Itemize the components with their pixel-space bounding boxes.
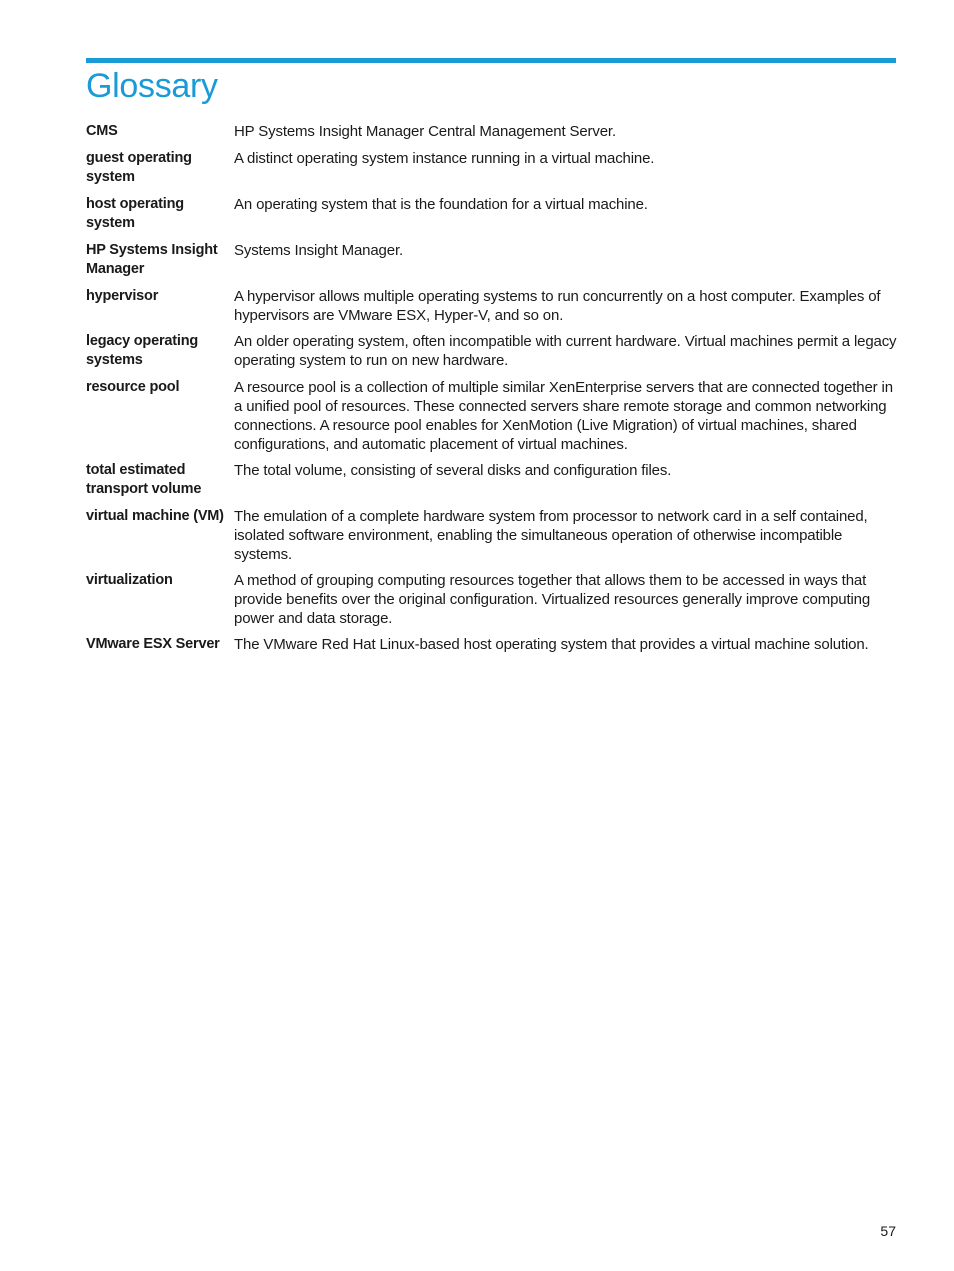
glossary-term: resource pool xyxy=(86,378,180,395)
page-title: Glossary xyxy=(86,67,218,105)
glossary-definition: The total volume, consisting of several disks and configuration files. xyxy=(234,461,672,479)
glossary-definition: A hypervisor allows multiple operating systems to run concurrently on a host computer. Examples of hypervisors are VMware ESX, Hyper-V, and so on. xyxy=(234,287,881,324)
glossary-definition: A distinct operating system instance running in a virtual machine. xyxy=(234,149,655,167)
glossary-term: HP Systems Insight Manager xyxy=(86,241,218,277)
glossary-term: hypervisor xyxy=(86,287,159,304)
header-rule xyxy=(86,58,896,63)
glossary-entry xyxy=(86,287,898,325)
glossary-definition: A resource pool is a collection of multiple similar XenEnterprise servers that are connected together in a unified pool of resources. These connected servers share remote storage and common networking connections. A resource pool enables for XenMotion (Live Migration) of virtual machines, shared configurations, and automatic placement of virtual machines. xyxy=(234,378,893,453)
glossary-definition: An operating system that is the foundation for a virtual machine. xyxy=(234,195,648,213)
glossary-definition: The VMware Red Hat Linux-based host operating system that provides a virtual machine solution. xyxy=(234,635,869,653)
page-number: 57 xyxy=(880,1223,896,1239)
glossary-definition: HP Systems Insight Manager Central Management Server. xyxy=(234,123,616,140)
glossary-term: CMS xyxy=(86,123,118,139)
glossary-term: virtual machine (VM) xyxy=(86,507,224,524)
glossary-entry xyxy=(86,241,898,280)
glossary-entry xyxy=(86,149,898,188)
glossary-definition: Systems Insight Manager. xyxy=(234,241,403,259)
glossary-term: host operating system xyxy=(86,195,184,231)
glossary-entry xyxy=(86,571,898,628)
glossary-entry xyxy=(86,507,898,564)
glossary-definition: The emulation of a complete hardware system from processor to network card in a self contained, isolated software environment, enabling the simultaneous operation of otherwise incompatible systems. xyxy=(234,507,868,563)
glossary-term: virtualization xyxy=(86,571,173,588)
glossary-entry xyxy=(86,195,898,234)
glossary-definition: A method of grouping computing resources together that allows them to be accessed in ways that provide benefits over the original configuration. Virtualized resources generally improve computing power and data storage. xyxy=(234,571,871,627)
glossary-entry xyxy=(86,378,898,454)
glossary-entry xyxy=(86,635,898,655)
glossary-definition: An older operating system, often incompatible with current hardware. Virtual machines permit a legacy operating system to run on new hardware. xyxy=(234,332,897,369)
glossary-entry xyxy=(86,332,898,371)
glossary-term: total estimated transport volume xyxy=(86,461,202,497)
glossary-list xyxy=(86,122,898,661)
glossary-entry xyxy=(86,461,898,500)
glossary-entry xyxy=(86,122,898,142)
glossary-term: guest operating system xyxy=(86,149,192,185)
glossary-term: legacy operating systems xyxy=(86,332,199,368)
glossary-term: VMware ESX Server xyxy=(86,635,220,652)
